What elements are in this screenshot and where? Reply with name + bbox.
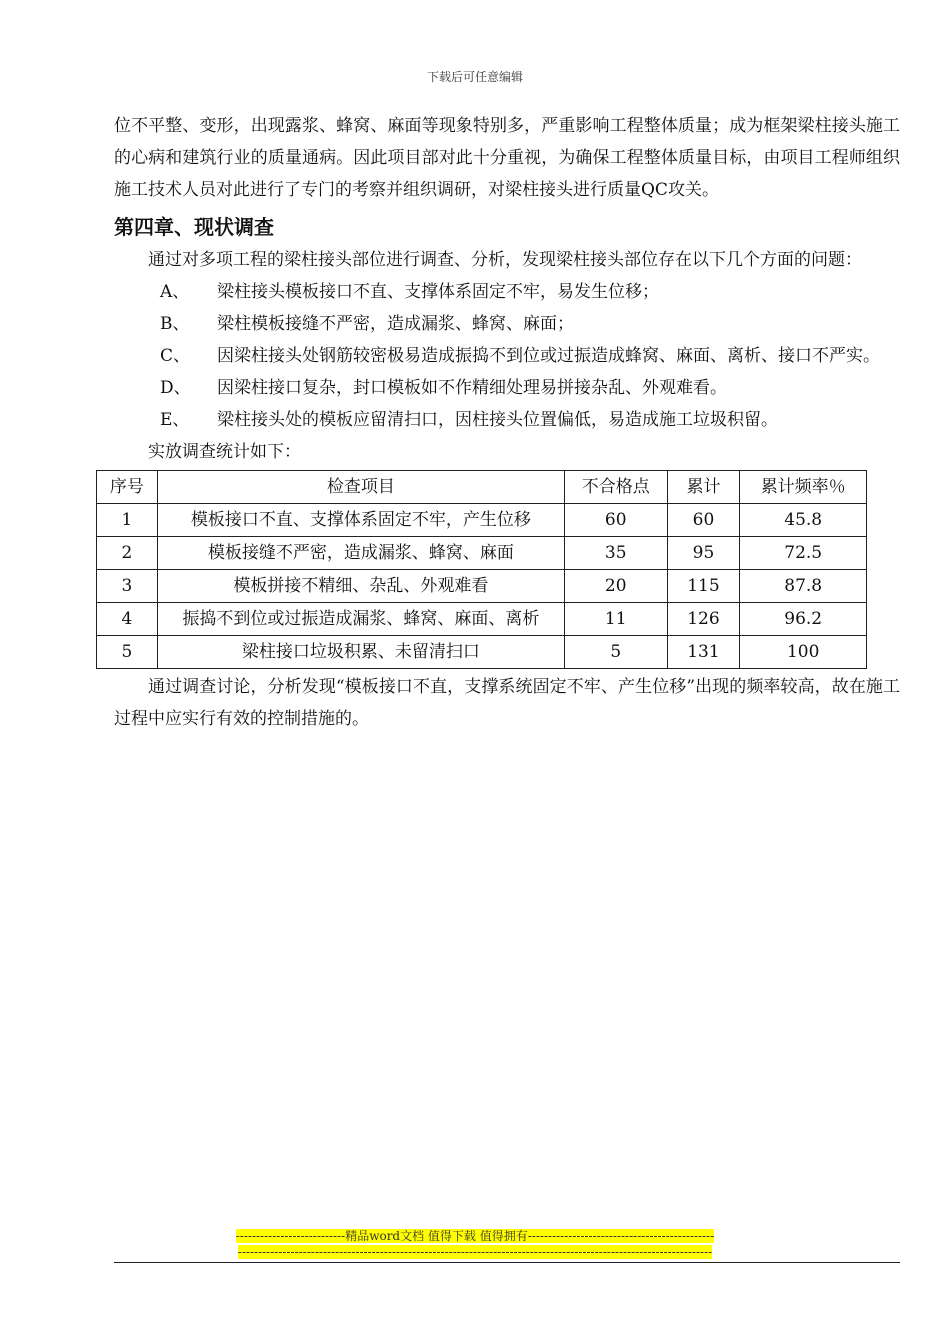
cell-no: 4 — [97, 603, 158, 636]
list-item — [114, 372, 900, 404]
cell-no: 2 — [97, 537, 158, 570]
list-item-marker: E、 — [160, 410, 190, 430]
cell-defects: 5 — [564, 636, 667, 669]
document-body — [109, 110, 900, 735]
survey-table — [96, 470, 867, 669]
list-item-text: 梁柱接头处的模板应留清扫口，因柱接头位置偏低，易造成施工垃圾积留。 — [217, 410, 778, 430]
intro-paragraph: 位不平整、变形，出现露浆、蜂窝、麻面等现象特别多，严重影响工程整体质量；成为框架梁柱接头施工的心病和建筑行业的质量通病。因此项目部对此十分重视，为确保工程整体质量目标，由项目工程师组织施工技术人员对此进行了专门的考察并组织调研，对梁柱接头进行质量QC攻关。 — [114, 116, 900, 200]
footer-banner-text: ---------------------------精品word文档 值得下载 值得拥有---------------------------------------------- — [235, 1229, 715, 1243]
cell-defects: 35 — [564, 537, 667, 570]
cell-cumulative: 131 — [667, 636, 740, 669]
list-item-marker: A、 — [160, 282, 190, 302]
chapter-title: 第四章、现状调查 — [114, 215, 274, 239]
table-row — [97, 603, 867, 636]
page-header-note: 下载后可任意编辑 — [426, 70, 523, 84]
cell-frequency: 72.5 — [740, 537, 867, 570]
table-intro: 实放调查统计如下： — [148, 442, 301, 462]
table-header-row — [97, 471, 867, 504]
list-item-text: 梁柱接头模板接口不直、支撑体系固定不牢，易发生位移； — [217, 282, 659, 302]
header-no: 序号 — [97, 471, 158, 504]
cell-frequency: 87.8 — [740, 570, 867, 603]
footer-rule — [114, 1262, 900, 1263]
cell-defects: 60 — [564, 504, 667, 537]
cell-cumulative: 115 — [667, 570, 740, 603]
list-item-marker: D、 — [160, 378, 191, 398]
header-cumulative: 累计 — [667, 471, 740, 504]
cell-frequency: 100 — [740, 636, 867, 669]
cell-defects: 11 — [564, 603, 667, 636]
cell-no: 3 — [97, 570, 158, 603]
table-row — [97, 504, 867, 537]
cell-no: 1 — [97, 504, 158, 537]
cell-item: 模板接口不直、支撑体系固定不牢，产生位移 — [157, 504, 564, 537]
header-cumulative-frequency: 累计频率％ — [740, 471, 867, 504]
list-item-marker: B、 — [160, 314, 190, 334]
header-item: 检查项目 — [157, 471, 564, 504]
cell-item: 模板拼接不精细、杂乱、外观难看 — [157, 570, 564, 603]
table-row — [97, 636, 867, 669]
table-row — [97, 537, 867, 570]
list-item-text: 梁柱模板接缝不严密，造成漏浆、蜂窝、麻面； — [217, 314, 574, 334]
footer-banner-line-1 — [0, 1229, 950, 1244]
header-defects: 不合格点 — [564, 471, 667, 504]
cell-cumulative: 126 — [667, 603, 740, 636]
list-item — [114, 276, 900, 308]
cell-frequency: 96.2 — [740, 603, 867, 636]
issue-list — [114, 276, 900, 436]
cell-no: 5 — [97, 636, 158, 669]
list-item-text: 因梁柱接头处钢筋较密极易造成振捣不到位或过振造成蜂窝、麻面、离析、接口不严实。 — [217, 346, 880, 366]
cell-item: 梁柱接口垃圾积累、未留清扫口 — [157, 636, 564, 669]
table-row — [97, 570, 867, 603]
cell-item: 振捣不到位或过振造成漏浆、蜂窝、麻面、离析 — [157, 603, 564, 636]
footer-banner-dashes: --------------------------------------------------------------------------------------------------------------------- — [237, 1245, 713, 1259]
list-item-text: 因梁柱接口复杂，封口模板如不作精细处理易拼接杂乱、外观难看。 — [217, 378, 727, 398]
cell-cumulative: 95 — [667, 537, 740, 570]
list-item — [114, 404, 900, 436]
cell-defects: 20 — [564, 570, 667, 603]
cell-item: 模板接缝不严密，造成漏浆、蜂窝、麻面 — [157, 537, 564, 570]
cell-frequency: 45.8 — [740, 504, 867, 537]
cell-cumulative: 60 — [667, 504, 740, 537]
list-item-marker: C、 — [160, 346, 191, 366]
list-item — [114, 308, 900, 340]
survey-paragraph: 通过对多项工程的梁柱接头部位进行调查、分析，发现梁柱接头部位存在以下几个方面的问题： — [148, 250, 862, 270]
list-item — [114, 340, 900, 372]
footer-banner-line-2 — [0, 1245, 950, 1260]
conclusion-paragraph: 通过调查讨论，分析发现“模板接口不直，支撑系统固定不牢、产生位移”出现的频率较高，故在施工过程中应实行有效的控制措施的。 — [114, 677, 900, 729]
